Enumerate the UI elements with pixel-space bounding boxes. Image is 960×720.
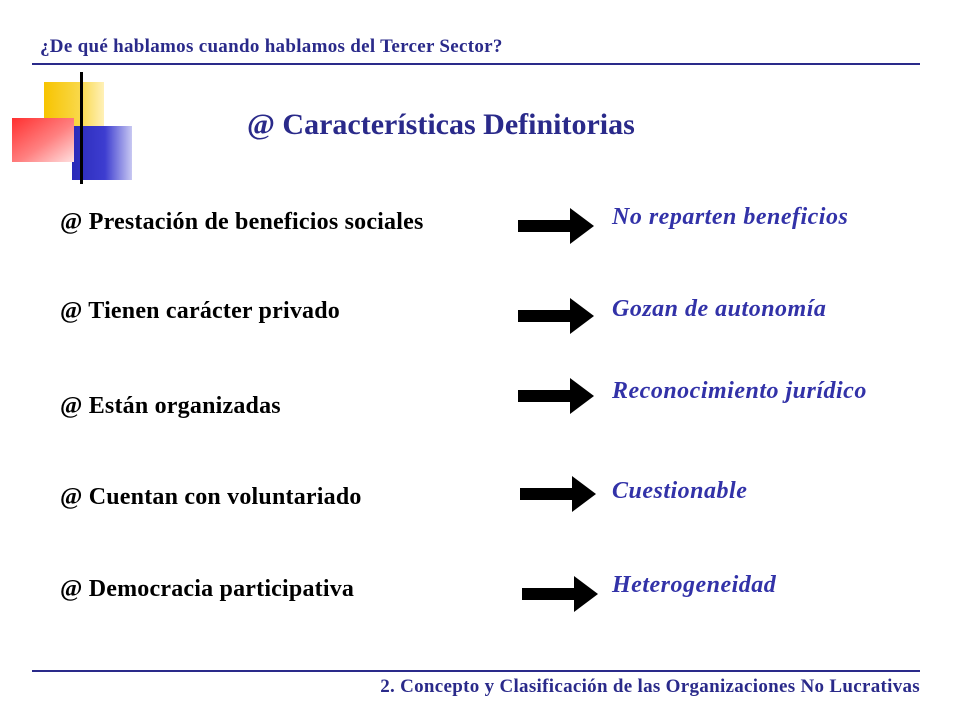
right-arrow-icon: [518, 298, 594, 334]
consequence-label: Gozan de autonomía: [612, 296, 827, 322]
characteristic-label: @ Democracia participativa: [60, 576, 355, 602]
right-arrow-icon: [522, 576, 598, 612]
logo-graphic: [0, 0, 140, 190]
right-arrow-icon: [518, 208, 594, 244]
characteristic-label: @ Cuentan con voluntariado: [60, 484, 362, 510]
consequence-label: Heterogeneidad: [612, 572, 777, 598]
consequence-label: Cuestionable: [612, 478, 748, 504]
header-rule: [32, 63, 920, 65]
characteristic-label: @ Prestación de beneficios sociales: [60, 209, 424, 235]
characteristic-label: @ Están organizadas: [60, 393, 281, 419]
footer-title: 2. Concepto y Clasificación de las Organizaciones No Lucrativas: [380, 676, 920, 697]
characteristic-row: [0, 378, 960, 438]
consequence-label: Reconocimiento jurídico: [612, 378, 867, 404]
characteristic-row: [0, 568, 960, 628]
characteristic-row: [0, 296, 960, 356]
characteristic-label: @ Tienen carácter privado: [60, 298, 340, 324]
main-title: @ Características Definitorias: [247, 108, 635, 141]
characteristic-row: [0, 204, 960, 264]
footer-rule: [32, 670, 920, 672]
right-arrow-icon: [518, 378, 594, 414]
consequence-label: No reparten beneficios: [612, 204, 849, 230]
header-title: ¿De qué hablamos cuando hablamos del Tercer Sector?: [40, 36, 503, 57]
characteristic-row: [0, 476, 960, 536]
logo-vertical-line: [80, 72, 83, 184]
logo-red-square: [12, 118, 74, 162]
right-arrow-icon: [520, 476, 596, 512]
